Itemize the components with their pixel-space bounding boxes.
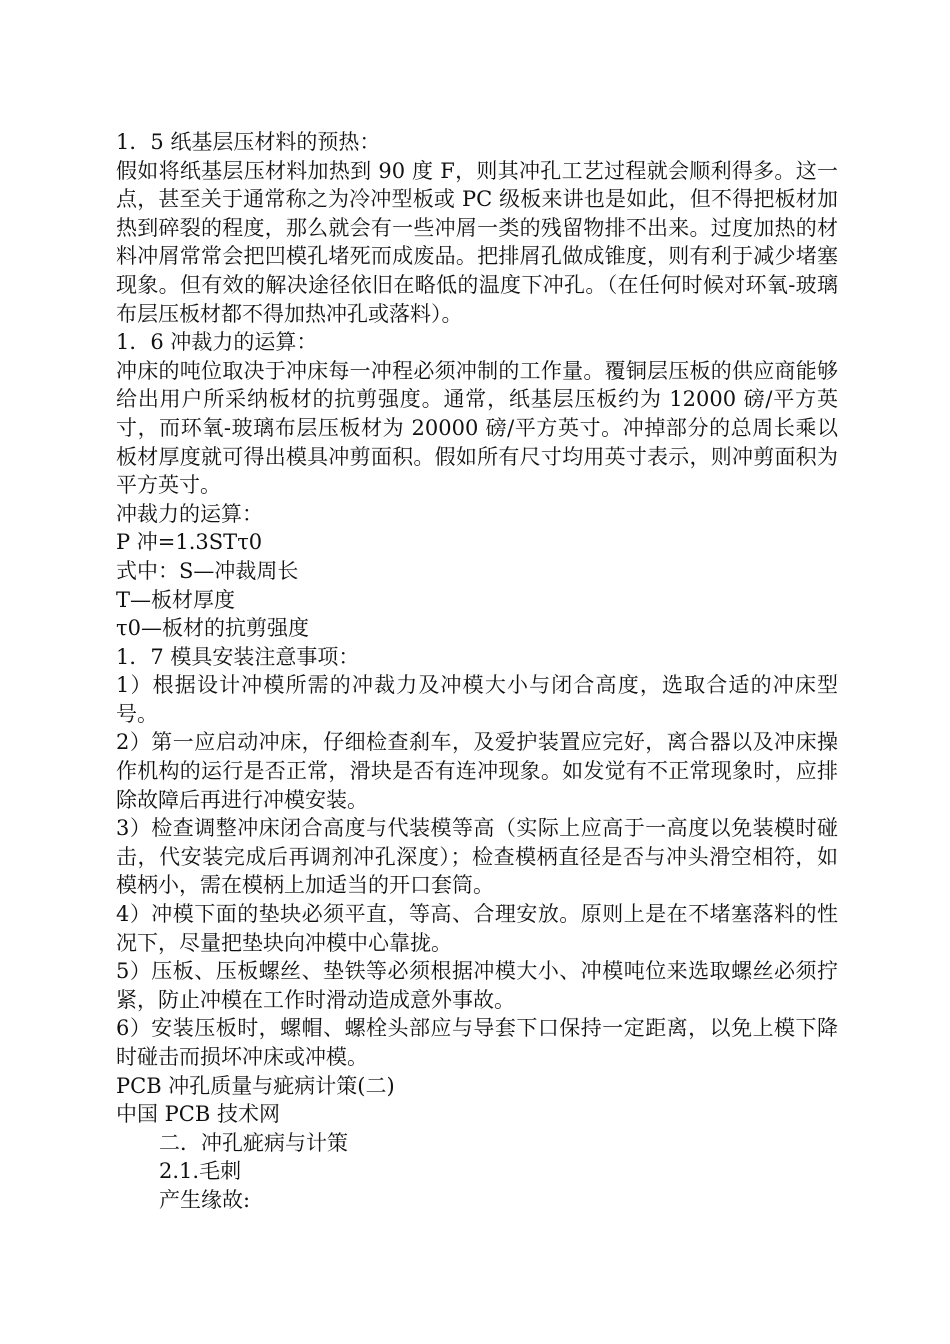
formula-variable-s: 式中：S—冲裁周长 [116, 558, 299, 583]
paragraph-preheat: 假如将纸基层压材料加热到 90 度 F，则其冲孔工艺过程就会顺利得多。这一点，甚至关于通常称之为冷冲型板或 PC 级板来讲也是如此，但不得把板材加热到碎裂的程度，那么就会有一些冲屑一类的残留物排不出来。过度加热的材料冲屑常常会把凹模孔堵死而成废品。把排屑孔做成锥度，则有利于减少堵塞现象。但有效的解决途径依旧在略低的温度下冲孔。（在任何时候对环氧-玻璃布层压板材都不得加热冲孔或落料）。 [116, 158, 838, 326]
list-item: 6）安装压板时，螺帽、螺栓头部应与导套下口保持一定距离，以免上模下降时碰击而损坏冲床或冲模。 [116, 1016, 838, 1069]
list-item: 4）冲模下面的垫块必须平直，等高、合理安放。原则上是在不堵塞落料的性况下，尽量把垫块向冲模中心靠拢。 [116, 902, 838, 955]
subsection-heading: 2.1.毛刺 [159, 1159, 242, 1184]
formula: P 冲=1.3STτ0 [116, 530, 263, 555]
list-item: 3）检查调整冲床闭合高度与代装模等高（实际上应高于一高度以免装模时碰击，代安装完成后再调剂冲孔深度）；检查模柄直径是否与冲头滑空相符，如模柄小，需在模柄上加适当的开口套筒。 [116, 816, 838, 898]
list-item: 5）压板、压板螺丝、垫铁等必须根据冲模大小、冲模吨位来选取螺丝必须拧紧，防止冲模在工作时滑动造成意外事故。 [116, 959, 838, 1012]
section-heading: 二．冲孔疵病与计策 [159, 1130, 348, 1155]
list-item: 1）根据设计冲模所需的冲裁力及冲模大小与闭合高度，选取合适的冲床型号。 [116, 673, 838, 726]
list-item: 2）第一应启动冲床，仔细检查刹车，及爱护装置应完好，离合器以及冲床操作机构的运行是否正常，滑块是否有连冲现象。如发觉有不正常现象时，应排除故障后再进行冲模安装。 [116, 730, 838, 812]
paragraph-force-calc: 冲床的吨位取决于冲床每一冲程必须冲制的工作量。覆铜层压板的供应商能够给出用户所采纳板材的抗剪强度。通常，纸基层压板约为 12000 磅/平方英寸，而环氧-玻璃布层压板材为 20000 磅/平方英寸。冲掉部分的总周长乘以板材厚度就可得出模具冲剪面积。假如所有尺寸均用英寸表示，则冲剪面积为平方英寸。 [116, 358, 838, 498]
heading-force-calc: 1．6 冲裁力的运算： [116, 330, 318, 355]
heading-die-install: 1．7 模具安装注意事项： [116, 644, 360, 669]
formula-variable-tau: τ0—板材的抗剪强度 [116, 616, 309, 641]
formula-variable-t: T—板材厚度 [116, 587, 236, 612]
formula-intro: 冲裁力的运算： [116, 501, 263, 526]
cause-label: 产生缘故: [159, 1187, 251, 1212]
article-title: PCB 冲孔质量与疵病计策(二) [116, 1073, 395, 1098]
article-source: 中国 PCB 技术网 [116, 1102, 280, 1127]
document-body [116, 128, 838, 1215]
heading-preheat: 1．5 纸基层压材料的预热： [116, 130, 381, 154]
